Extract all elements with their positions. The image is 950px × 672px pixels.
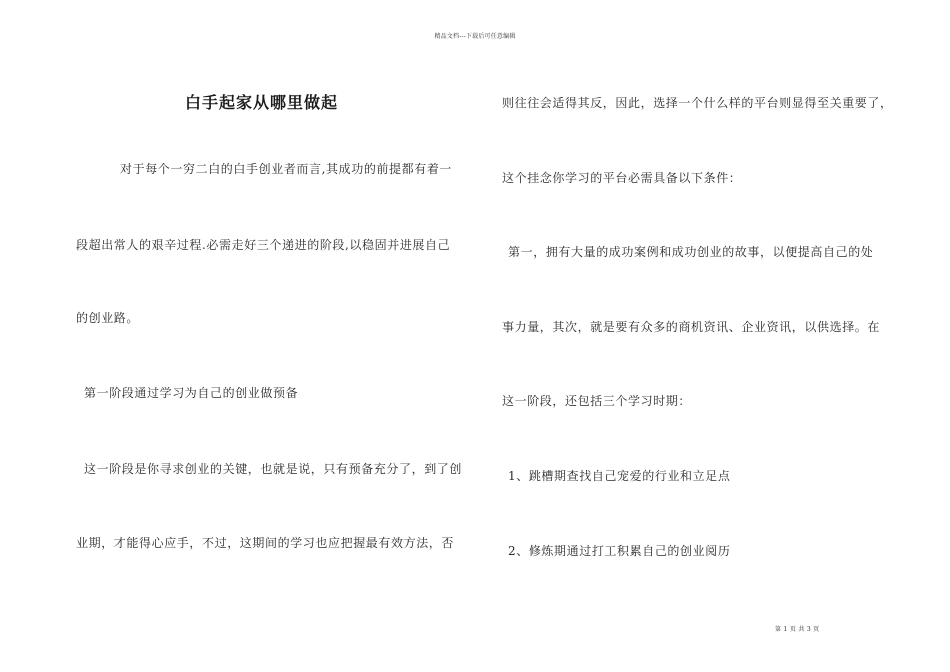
left-paragraph-line: 这一阶段是你寻求创业的关键，也就是说，只有预备充分了，到了创 bbox=[84, 462, 463, 476]
left-paragraph-line: 的创业路。 bbox=[76, 311, 140, 325]
section-heading: 第一阶段通过学习为自己的创业做预备 bbox=[84, 386, 299, 400]
right-paragraph-line: 这一阶段，还包括三个学习时期： bbox=[502, 394, 692, 408]
left-paragraph-line: 业期，才能得心应手，不过，这期间的学习也应把握最有效方法，否 bbox=[76, 536, 455, 550]
page-number: 第 1 页 共 3 页 bbox=[775, 626, 820, 633]
right-paragraph-line: 则往往会适得其反，因此，选择一个什么样的平台则显得至关重要了， bbox=[502, 96, 893, 110]
list-item: 1、跳槽期查找自己宠爱的行业和立足点 bbox=[508, 469, 731, 483]
right-paragraph-line: 事力量，其次，就是要有众多的商机资讯、企业资讯，以供选择。在 bbox=[502, 320, 881, 334]
page-header: 精品文档---下载后可任意编辑 bbox=[434, 33, 516, 40]
right-paragraph-line: 这个挂念你学习的平台必需具备以下条件： bbox=[502, 171, 742, 185]
list-item: 2、修炼期通过打工积累自己的创业阅历 bbox=[508, 544, 731, 558]
left-paragraph-line: 段超出常人的艰辛过程.必需走好三个递进的阶段,以稳固并进展自己 bbox=[76, 238, 451, 252]
left-paragraph-line: 对于每个一穷二白的白手创业者而言,其成功的前提都有着一 bbox=[120, 162, 453, 176]
document-title: 白手起家从哪里做起 bbox=[185, 93, 339, 112]
right-paragraph-line: 第一，拥有大量的成功案例和成功创业的故事，以便提高自己的处 bbox=[508, 245, 874, 259]
